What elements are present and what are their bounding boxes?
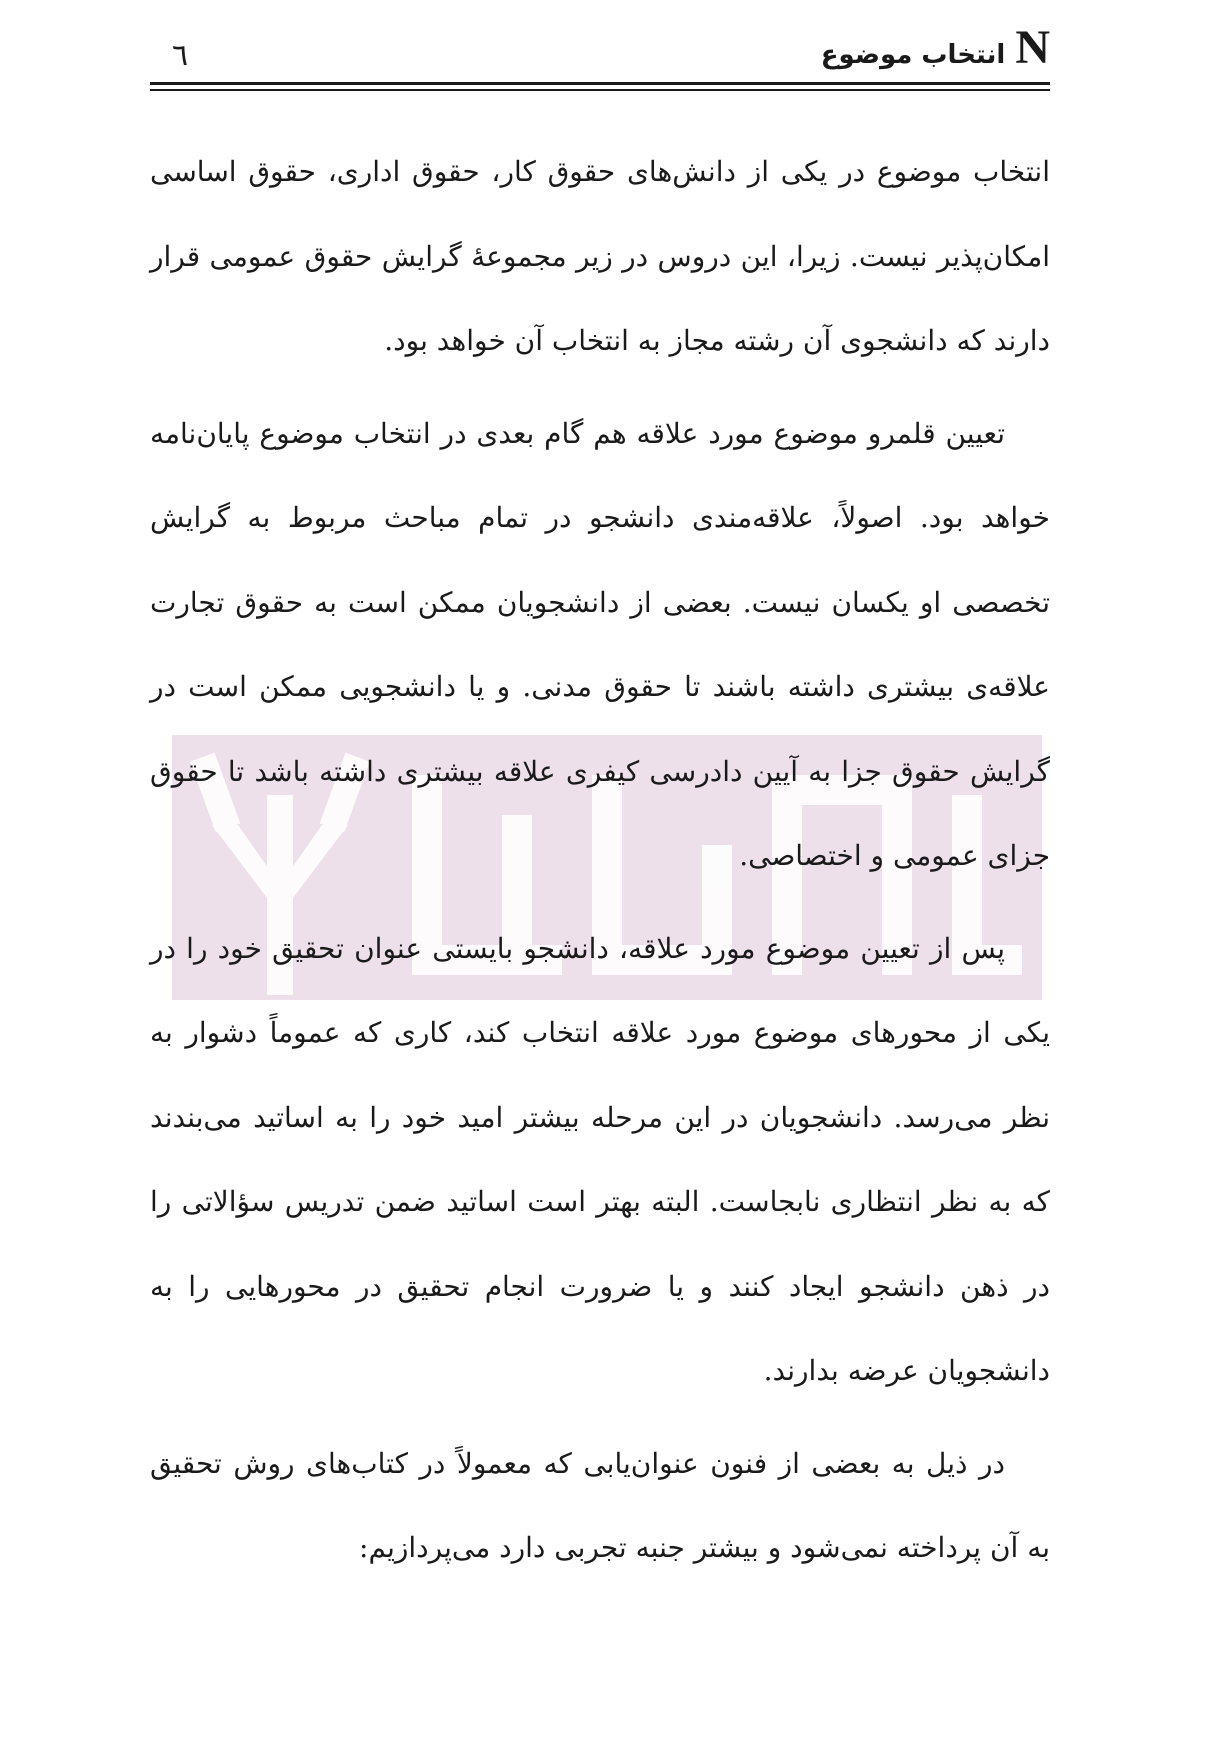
chapter-title: انتخاب موضوع	[820, 40, 1006, 70]
paragraph-1: انتخاب موضوع در یکی از دانش‌های حقوق کار، حقوق اداری، حقوق اساسی امکان‌پذیر نیست. زیرا، این دروس در زیر مجموعهٔ گرایش حقوق عمومی قرار دارند که دانشجوی آن رشته مجاز به انتخاب آن خواهد بود.	[150, 155, 1050, 357]
page-header	[150, 18, 1050, 78]
paragraph-4: در ذیل به بعضی از فنون عنوان‌یابی که معمولاً در کتاب‌های روش تحقیق به آن پرداخته نمی‌شود و بیشتر جنبه تجربی دارد می‌پردازیم:	[150, 1446, 1050, 1564]
header-rule-bottom	[150, 89, 1050, 91]
chapter-letter: N	[1015, 21, 1050, 74]
paragraph-2: تعیین قلمرو موضوع مورد علاقه هم گام بعدی در انتخاب موضوع پایان‌نامه خواهد بود. اصولاً، علاقه‌مندی دانشجو در تمام مباحث مربوط به گرایش تخصصی او یکسان نیست. بعضی از دانشجویان ممکن است به حقوق تجارت علاقه‌ی بیشتری داشته باشند تا حقوق مدنی. و یا دانشجویی ممکن است در گرایش حقوق جزا به آیین دادرسی کیفری علاقه بیشتری داشته باشد تا حقوق جزای عمومی و اختصاصی.	[150, 416, 1050, 872]
paragraph-3: پس از تعیین موضوع مورد علاقه، دانشجو بایستی عنوان تحقیق خود را در یکی از محورهای موضوع مورد علاقه انتخاب کند، کاری که عموماً دشوار به نظر می‌رسد. دانشجویان در این مرحله بیشتر امید خود را به اساتید می‌بندند که به نظر انتظاری نابجاست. البته بهتر است اساتید ضمن تدریس سؤالاتی را در ذهن دانشجو ایجاد کنند و یا ضرورت انجام تحقیق در محورهایی را به دانشجویان عرضه بدارند.	[150, 931, 1050, 1387]
header-rule-top	[150, 82, 1050, 85]
page-number: ٦	[172, 38, 189, 73]
chapter-heading	[821, 20, 1050, 83]
body-text	[150, 130, 1050, 1591]
